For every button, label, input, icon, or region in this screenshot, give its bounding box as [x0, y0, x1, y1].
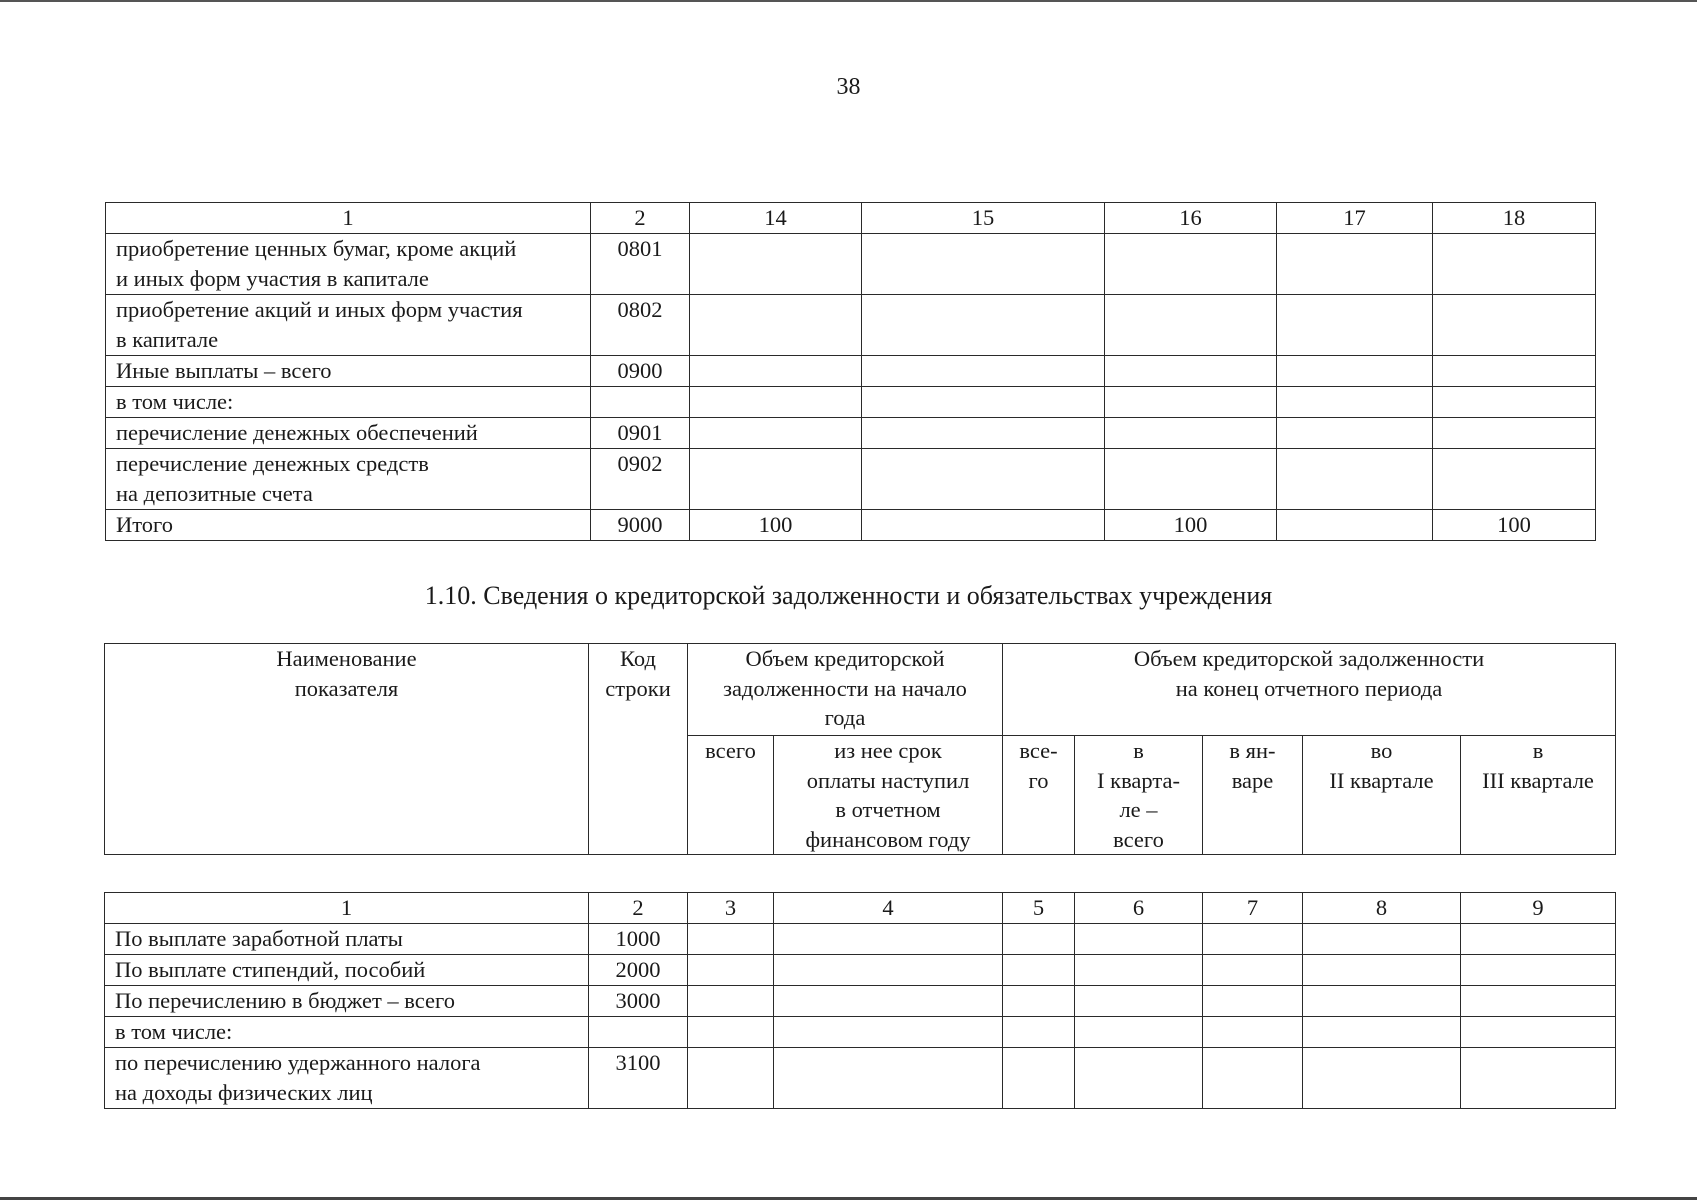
value-cell — [1303, 1017, 1461, 1048]
row-code-cell: 0901 — [591, 418, 690, 449]
row-name-cell — [106, 387, 591, 418]
value-cell — [1203, 955, 1303, 986]
row-code-cell: 1000 — [589, 924, 688, 955]
header-text-line: оплаты наступил — [806, 767, 970, 793]
value-cell — [1461, 1017, 1616, 1048]
header-start-total-cell — [688, 736, 774, 855]
table-row — [106, 234, 1596, 295]
value-cell — [1003, 1017, 1075, 1048]
table-row — [105, 955, 1616, 986]
column-number-cell: 5 — [1003, 893, 1075, 924]
header-text-line: Код — [620, 646, 656, 671]
row-code-cell: 0900 — [591, 356, 690, 387]
row-name-line: приобретение акций и иных форм участия — [116, 297, 523, 322]
header-text-line: на конец отчетного периода — [1175, 675, 1443, 701]
row-code-cell: 3000 — [589, 986, 688, 1017]
value-cell — [1433, 449, 1596, 510]
column-number-cell: 8 — [1303, 893, 1461, 924]
value-cell — [690, 295, 862, 356]
header-text-line: во — [1370, 738, 1393, 763]
header-text-line: строки — [605, 675, 671, 701]
value-cell — [1461, 986, 1616, 1017]
column-number-cell: 4 — [774, 893, 1003, 924]
value-cell — [1075, 924, 1203, 955]
value-cell — [774, 986, 1003, 1017]
row-name-line: Иные выплаты – всего — [116, 358, 332, 383]
column-number-cell: 3 — [688, 893, 774, 924]
value-cell — [690, 234, 862, 295]
header-end-group-cell — [1003, 644, 1616, 736]
row-code-cell: 0902 — [591, 449, 690, 510]
value-cell — [1433, 295, 1596, 356]
value-cell — [1203, 1017, 1303, 1048]
row-name-cell — [106, 449, 591, 510]
value-cell — [1433, 418, 1596, 449]
value-cell — [862, 510, 1105, 541]
header-text-line: Наименование — [276, 646, 417, 671]
header-text-line: го — [1028, 767, 1049, 793]
value-cell: 100 — [1105, 510, 1277, 541]
header-text-line: Объем кредиторской — [745, 646, 945, 671]
value-cell — [1203, 986, 1303, 1017]
value-cell — [1203, 924, 1303, 955]
row-code-cell — [591, 387, 690, 418]
row-code-cell: 0802 — [591, 295, 690, 356]
row-code-cell: 3100 — [589, 1048, 688, 1109]
column-number-row — [105, 893, 1616, 924]
value-cell — [1075, 986, 1203, 1017]
header-text-line: задолженности на начало — [723, 675, 967, 701]
row-name-line: перечисление денежных средств — [116, 451, 429, 476]
value-cell — [1277, 295, 1433, 356]
header-end-total-cell — [1003, 736, 1075, 855]
column-number-cell: 1 — [105, 893, 589, 924]
table-row — [106, 418, 1596, 449]
header-text-line: всего — [1113, 826, 1164, 852]
row-name-line: в том числе: — [115, 1019, 233, 1044]
header-q1-cell — [1075, 736, 1203, 855]
value-cell — [1277, 449, 1433, 510]
scan-edge-top — [0, 0, 1697, 2]
top-table-header-row — [106, 203, 1596, 234]
top-header-cell: 17 — [1277, 203, 1433, 234]
table-row — [106, 449, 1596, 510]
header-text-line: варе — [1231, 767, 1274, 793]
value-cell — [774, 955, 1003, 986]
row-name-cell — [105, 1048, 589, 1109]
header-q3-cell — [1461, 736, 1616, 855]
value-cell — [1303, 1048, 1461, 1109]
value-cell — [1277, 418, 1433, 449]
value-cell — [688, 1017, 774, 1048]
value-cell — [1003, 924, 1075, 955]
row-name-line: и иных форм участия в капитале — [116, 266, 429, 291]
row-name-cell — [105, 1017, 589, 1048]
row-name-cell — [106, 418, 591, 449]
row-name-line: по перечислению удержанного налога — [115, 1050, 481, 1075]
page-number: 38 — [836, 74, 861, 100]
row-name-line: в капитале — [116, 327, 219, 352]
header-q2-cell — [1303, 736, 1461, 855]
value-cell: 100 — [690, 510, 862, 541]
top-header-cell: 1 — [106, 203, 591, 234]
row-name-line: на доходы физических лиц — [115, 1080, 373, 1105]
value-cell — [1433, 387, 1596, 418]
header-text-line: показателя — [294, 675, 399, 701]
header-text-line: II квартале — [1329, 767, 1434, 793]
value-cell — [1105, 387, 1277, 418]
row-name-line: Итого — [116, 512, 173, 537]
table-row — [106, 295, 1596, 356]
value-cell — [1433, 356, 1596, 387]
row-name-line: По выплате стипендий, пособий — [115, 957, 426, 982]
header-text-line: Объем кредиторской задолженности — [1133, 646, 1485, 671]
header-jan-cell — [1203, 736, 1303, 855]
value-cell — [1461, 955, 1616, 986]
value-cell — [1303, 924, 1461, 955]
top-header-cell: 15 — [862, 203, 1105, 234]
row-name-line: По перечислению в бюджет – всего — [115, 988, 455, 1013]
value-cell — [774, 1048, 1003, 1109]
value-cell — [1303, 955, 1461, 986]
header-text-line: в ян- — [1229, 738, 1276, 763]
header-text-line: III квартале — [1482, 767, 1594, 793]
value-cell — [690, 418, 862, 449]
row-name-cell — [106, 510, 591, 541]
value-cell — [1003, 986, 1075, 1017]
top-header-cell: 14 — [690, 203, 862, 234]
row-code-cell: 0801 — [591, 234, 690, 295]
column-number-cell: 6 — [1075, 893, 1203, 924]
table-row — [105, 1048, 1616, 1109]
row-name-line: перечисление денежных обеспечений — [116, 420, 478, 445]
row-code-cell: 9000 — [591, 510, 690, 541]
value-cell — [1277, 356, 1433, 387]
header-name-cell — [105, 644, 589, 855]
value-cell — [774, 1017, 1003, 1048]
value-cell — [1277, 387, 1433, 418]
value-cell — [862, 356, 1105, 387]
value-cell — [1433, 234, 1596, 295]
value-cell — [688, 1048, 774, 1109]
value-cell — [1075, 1017, 1203, 1048]
row-code-cell: 2000 — [589, 955, 688, 986]
table-row — [106, 387, 1596, 418]
row-name-line: По выплате заработной платы — [115, 926, 403, 951]
value-cell — [1277, 510, 1433, 541]
value-cell — [688, 924, 774, 955]
value-cell — [862, 387, 1105, 418]
row-name-cell — [105, 986, 589, 1017]
header-start-group-cell — [688, 644, 1003, 736]
header-text-line: ле – — [1119, 797, 1158, 822]
value-cell — [1075, 955, 1203, 986]
row-name-line: на депозитные счета — [116, 481, 313, 506]
header-text-line: в — [1133, 738, 1144, 763]
value-cell — [1277, 234, 1433, 295]
column-number-cell: 7 — [1203, 893, 1303, 924]
value-cell — [862, 234, 1105, 295]
header-text-line: финансовом году — [805, 826, 971, 852]
top-header-cell: 2 — [591, 203, 690, 234]
value-cell — [1105, 449, 1277, 510]
table-row — [105, 1017, 1616, 1048]
header-text-line: I кварта- — [1097, 767, 1180, 793]
row-name-line: приобретение ценных бумаг, кроме акций — [116, 236, 517, 261]
value-cell — [1105, 234, 1277, 295]
value-cell — [1105, 356, 1277, 387]
value-cell — [688, 955, 774, 986]
value-cell: 100 — [1433, 510, 1596, 541]
header-text-line: всего — [705, 738, 756, 763]
section-title: 1.10. Сведения о кредиторской задолженности и обязательствах учреждения — [424, 581, 1273, 610]
header-text-line: в — [1532, 738, 1544, 763]
header-text-line: в отчетном — [835, 797, 941, 822]
value-cell — [774, 924, 1003, 955]
value-cell — [1003, 955, 1075, 986]
table-row — [105, 986, 1616, 1017]
value-cell — [1105, 418, 1277, 449]
value-cell — [1461, 924, 1616, 955]
table-row-total — [106, 510, 1596, 541]
bottom-table-header — [104, 643, 1616, 855]
header-start-due-cell — [774, 736, 1003, 855]
value-cell — [1105, 295, 1277, 356]
value-cell — [862, 449, 1105, 510]
header-text-line: все- — [1019, 738, 1058, 763]
value-cell — [862, 418, 1105, 449]
row-code-cell — [589, 1017, 688, 1048]
row-name-line: в том числе: — [116, 389, 234, 414]
bottom-table-body — [104, 892, 1616, 1109]
top-header-cell: 16 — [1105, 203, 1277, 234]
row-name-cell — [105, 955, 589, 986]
header-code-cell — [589, 644, 688, 855]
row-name-cell — [106, 234, 591, 295]
value-cell — [1003, 1048, 1075, 1109]
value-cell — [1203, 1048, 1303, 1109]
value-cell — [690, 356, 862, 387]
value-cell — [690, 387, 862, 418]
table-row — [105, 924, 1616, 955]
column-number-cell: 9 — [1461, 893, 1616, 924]
column-number-cell: 2 — [589, 893, 688, 924]
value-cell — [1075, 1048, 1203, 1109]
row-name-cell — [106, 356, 591, 387]
header-text-line: года — [824, 705, 866, 730]
top-header-cell: 18 — [1433, 203, 1596, 234]
table-row — [106, 356, 1596, 387]
value-cell — [1461, 1048, 1616, 1109]
row-name-cell — [105, 924, 589, 955]
value-cell — [690, 449, 862, 510]
header-text-line: из нее срок — [834, 738, 942, 763]
value-cell — [1303, 986, 1461, 1017]
value-cell — [862, 295, 1105, 356]
value-cell — [688, 986, 774, 1017]
row-name-cell — [106, 295, 591, 356]
top-table — [105, 202, 1596, 541]
